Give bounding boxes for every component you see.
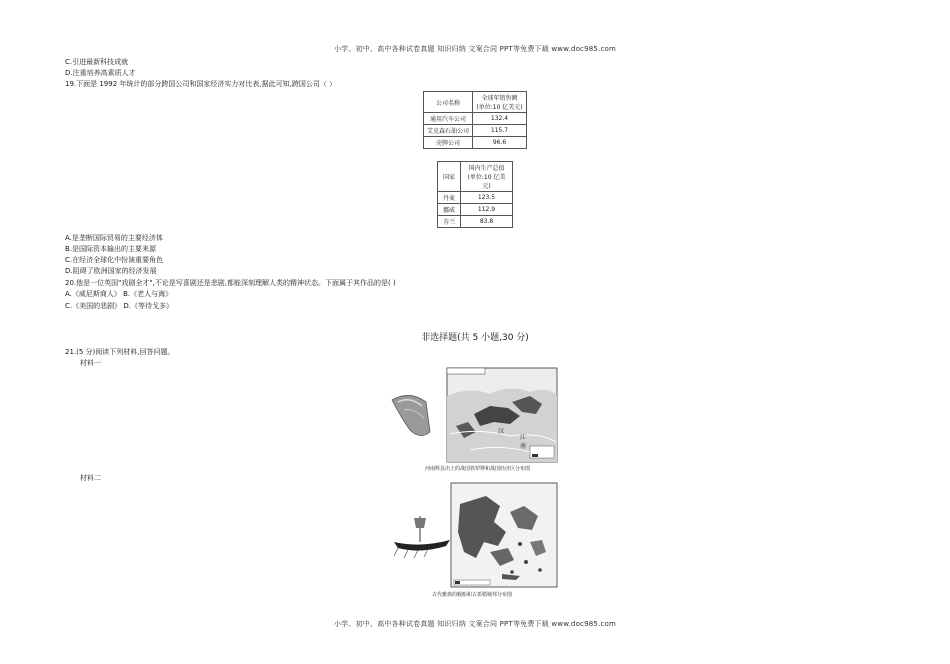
option-a: A.是垄断国际贸易的主要经济体 — [65, 234, 163, 242]
table-cell: 壳牌公司 — [424, 137, 473, 149]
map-label: 汉 — [498, 428, 505, 435]
question-20: 20.他是一位英国"戏剧全才",不论是写喜剧还是悲剧,都能深刻理解人类的精神状态。下面属于其作品的是( ) — [65, 279, 396, 287]
athenian-ship-image — [394, 516, 450, 558]
table-cell: 132.4 — [473, 113, 527, 125]
company-sales-table — [423, 91, 527, 149]
table-cell: 123.5 — [461, 192, 513, 204]
page-footer: 小学、初中、高中各种试卷真题 知识归纳 文案合同 PPT等免费下载 www.doc985.com — [333, 620, 617, 628]
option-c: C.引进最新科技成就 — [65, 58, 129, 66]
table-row — [438, 192, 513, 204]
options-cd: C.《美国的悲剧》 D.《等待戈多》 — [65, 302, 173, 310]
map-label: 江 — [520, 434, 527, 441]
figure-2-caption: 古代雅典的舰船和古希腊城邦分布图 — [432, 592, 513, 598]
section-title: 非选择题(共 5 小题,30 分) — [421, 333, 529, 343]
table-cell: 芬兰 — [438, 216, 461, 228]
options-ab: A.《威尼斯商人》 B.《老人与海》 — [65, 290, 173, 298]
option-d: D.注重培养高素质人才 — [65, 69, 136, 77]
table-cell: 83.8 — [461, 216, 513, 228]
option-d: D.阻碍了欧洲国家的经济发展 — [65, 267, 157, 275]
figure-1 — [390, 366, 560, 464]
table-header-cell: 公司名称 — [424, 92, 473, 113]
option-c: C.在经济全球化中扮演重要角色 — [65, 256, 164, 264]
table-row — [438, 216, 513, 228]
table-cell: 挪威 — [438, 204, 461, 216]
map-title: 战国时期经济区分布图 — [449, 369, 489, 374]
table-cell: 115.7 — [473, 125, 527, 137]
table-header-row — [424, 92, 527, 113]
table-row — [424, 125, 527, 137]
greek-city-states-map — [451, 483, 557, 587]
question-19: 19.下面是 1992 年统计的部分跨国公司和国家经济实力对比表,据此可知,跨国公司（ ） — [65, 80, 337, 88]
table-cell: 艾克森石油公司 — [424, 125, 473, 137]
table-header-row — [438, 162, 513, 192]
iron-plow-image — [392, 395, 430, 435]
question-21: 21.(5 分)阅读下列材料,回答问题。 — [65, 348, 175, 356]
warring-states-map — [447, 368, 557, 462]
material-1-label: 材料一 — [80, 359, 101, 367]
table-cell: 112.9 — [461, 204, 513, 216]
figure-1-caption: 河南辉县出土的战国铁犁铧和战国经济区分布图 — [425, 466, 531, 472]
table-row — [438, 204, 513, 216]
table-row — [424, 137, 527, 149]
page-header: 小学、初中、高中各种试卷真题 知识归纳 文案合同 PPT等免费下载 www.doc985.com — [333, 45, 617, 53]
table-header-cell: 全球年销售额 (单位:10 亿美元) — [473, 92, 527, 113]
figure-2 — [390, 482, 560, 588]
map-label: 南 — [520, 443, 527, 450]
option-b: B.是国际资本输出的主要来源 — [65, 245, 157, 253]
table-header-cell: 国家 — [438, 162, 461, 192]
country-gdp-table — [437, 161, 513, 228]
table-row — [424, 113, 527, 125]
table-cell: 96.6 — [473, 137, 527, 149]
table-header-cell: 国内生产总值 (单位:10 亿美元) — [461, 162, 513, 192]
table-cell: 通用汽车公司 — [424, 113, 473, 125]
table-cell: 丹麦 — [438, 192, 461, 204]
material-2-label: 材料二 — [80, 474, 101, 482]
